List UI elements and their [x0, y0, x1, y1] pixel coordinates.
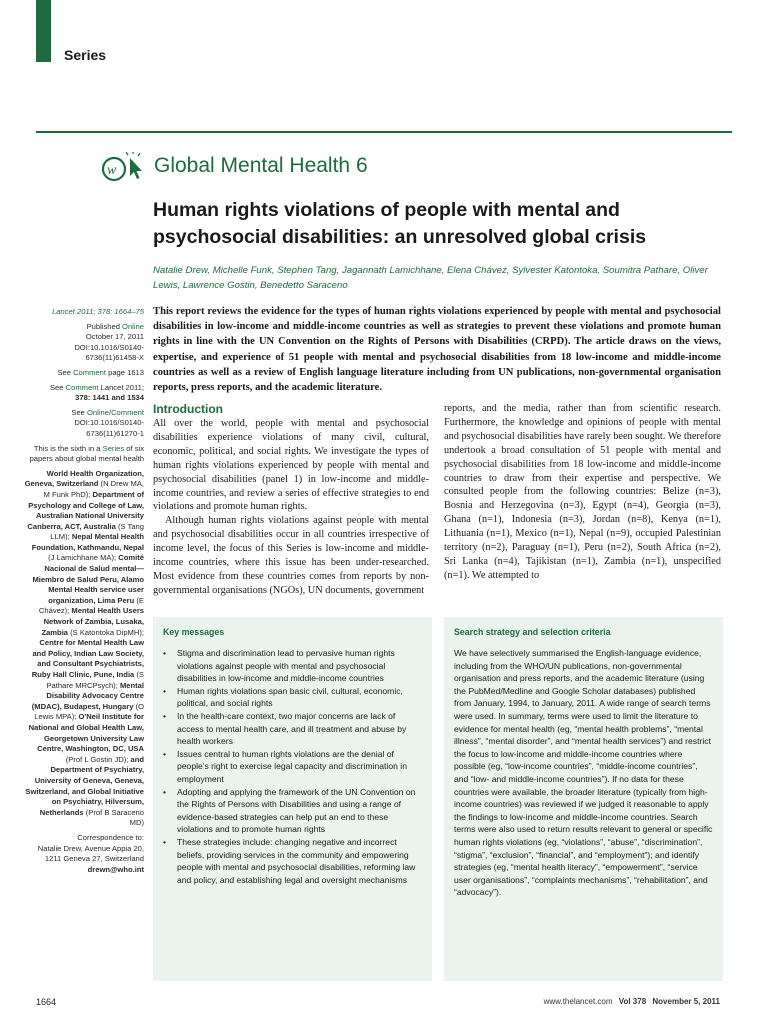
- abstract: This report reviews the evidence for the types of human rights violations experienced by people with mental and psychosocial disabilities in low-income and middle-income countries as well as strategies to prevent these violations and promote human rights in line with the UN Convention on the Rights of Persons with Disabilities (CRPD). The article draws on the views, expertise, and experience of 51 people with mental and psychosocial disabilities from 18 low-income and middle-income countries as well as a review of English language literature including from UN publications, non-governmental organisation reports, press reports, and the academic literature.: [153, 306, 721, 394]
- series-link[interactable]: Series: [102, 443, 125, 453]
- intro-paragraph-3: reports, and the media, rather than from scientific research. Furthermore, the knowledge and opinions of people with mental and psychosocial disabilities have rarely been sought. We therefore undertook a broad consultation of 51 people with mental and psychosocial disabilities from 18 low-income and middle-income countries to draw from their expertise and perspective. We consulted people from the following countries: Belize (n=3), Bosnia and Herzegovina (n=3), Egypt (n=4), Georgia (n=3), Ghana (n=1), Indonesia (n=3), Jordan (n=8), Kenya (n=1), Lithuania (n=1), Mexico (n=1), Nepal (n=9), occupied Palestinian territory (n=2), Paraguay (n=1), Peru (n=2), South Africa (n=2), Sri Lanka (n=4), Tajikistan (n=1), Zambia (n=1), unspecified (n=1). We attempted to: [444, 403, 721, 581]
- list-item: • Issues central to human rights violations are the denial of people's right to exercise legal capacity and discrimination in employment: [163, 748, 422, 786]
- intro-paragraph-1: All over the world, people with mental and psychosocial disabilities experience violations of many civil, cultural, economic, political, and social rights. We investigate the types of human rights violations experienced by people with mental and psychosocial disabilities (panel 1) in low-income and middle-income countries, and review a series of effective strategies to end violations and promote human rights.: [153, 418, 429, 513]
- intro-paragraph-2: Although human rights violations against people with mental and psychosocial disabilities occur in all countries irrespective of income level, the focus of this Series is low-income and middle-income countries, where this issue has been under-researched. Most evidence from these countries comes from reports by non-governmental organisations (NGOs), UN documents, government: [153, 515, 429, 596]
- key-messages-panel: [153, 617, 432, 981]
- series-title: Global Mental Health 6: [154, 154, 368, 177]
- svg-text:w: w: [107, 163, 117, 178]
- issue-date: November 5, 2011: [652, 997, 720, 1006]
- article-title: Human rights violations of people with mental and psychosocial disabilities: an unresolved global crisis: [153, 199, 647, 248]
- comment-link-1[interactable]: Comment: [73, 367, 106, 377]
- search-strategy-heading: Search strategy and selection criteria: [454, 627, 611, 637]
- series-note: This is the sixth in a Series of six papers about global mental health: [29, 443, 144, 464]
- see-online-comment: See Online/Comment DOI:10.1016/S0140- 6736(11)61270-1: [71, 407, 144, 438]
- page-number: 1664: [36, 997, 57, 1007]
- email-link[interactable]: drewn@who.int: [87, 864, 144, 874]
- list-item: • These strategies include: changing negative and incorrect beliefs, providing services in the community and empowering people with mental and psychosocial disabilities, reforming law and policy, and establishing legal and oversight mechanisms: [163, 836, 422, 886]
- publication-info: Published Online October 17, 2011 DOI:10.1016/S0140- 6736(11)61458-X: [74, 321, 144, 363]
- author-list: Natalie Drew, Michelle Funk, Stephen Tang, Jagannath Lamichhane, Elena Chávez, Sylvester Katontoka, Soumitra Pathare, Oliver Lewis, Lawrence Gostin, Benedetto Saraceno: [153, 265, 708, 291]
- lancet-online-logo-icon: [100, 152, 146, 184]
- online-link[interactable]: Online: [122, 321, 144, 331]
- affiliations: World Health Organization, Geneva, Switzerland (N Drew MA, M Funk PhD); Department of Psychology and College of Law, Australian National University Canberra, ACT, Australia (S Tang LLM); Nepal Mental Health Foundation, Kathmandu, Nepal (J Lamichhane MA); Comité Nacional de Salud mental—Miembro de Salud Peru, Alamo Mental Health service user organization, Lima Peru (E Chávez); Mental Health Users Network of Zambia, Lusaka, Zambia (S Katontoka DipMH); Centre for Mental Health Law and Policy, Indian Law Society, and Consultant Psychiatrists, Ruby Hall Clinic, Pune, India (S Pathare MRCPsych); Mental Disability Advocacy Centre (MDAC), Budapest, Hungary (O Lewis MPA); O'Neil Institute for National and Global Health Law, Georgetown University Law Centre, Washington, DC, USA (Prof L Gostin JD); and Department of Psychiatry, University of Geneva, Geneva, Switzerland, and Global Initiative on Psychiatry, Hilversum, Netherlands (Prof B Saraceno MD): [24, 468, 144, 828]
- volume: Vol 378: [618, 997, 647, 1006]
- intro-column-right: [444, 402, 721, 583]
- intro-heading: Introduction: [153, 402, 223, 416]
- list-item: • Human rights violations span basic civil, cultural, economic, political, and social rights: [163, 685, 422, 710]
- key-messages-list: [163, 647, 422, 886]
- footer: [544, 997, 720, 1006]
- series-color-bar: [36, 0, 51, 62]
- search-strategy-text: We have selectively summarised the English-language evidence, including from the WHO/UN publications, non-governmental organisation and press reports, and the academic literature (using the PubMed/Medline and Google Scholar databases) published from January, 1994, to January, 2011. A wide range of search terms were used. In summary, terms were used to limit the literature to evidence for mental health (eg, “mental health problems”, “mental illness”, “mental disorder”, and “mental health services”) and restrict the focus to low-income and middle-income countries where possible (eg, “low-income countries”, “middle-income countries”, and “low- and middle-income countries”). If no data for these countries were available, the broader literature (typically from high-income countries) was reviewed if we judged it reasonable to apply the findings to low-income and middle-income countries. Search terms were also used to return results relevant to general or specific human rights violations (eg, “violations”, “abuse”, “discrimination”, “stigma”, “exclusion”, “financial”, and “employment”); and identify strategies (eg, “mental health literacy”, “empowerment”, “service user organisations”, “complaints mechanisms”, “rehabilitation”, and “advocacy”).: [454, 648, 713, 898]
- key-messages-heading: Key messages: [163, 627, 225, 637]
- intro-column-left: [153, 402, 429, 598]
- see-comment-2: See Comment Lancet 2011; 378: 1441 and 1534: [49, 382, 144, 403]
- list-item: • Stigma and discrimination lead to pervasive human rights violations against people with mental and psychosocial disabilities in low-income and middle-income countries: [163, 647, 422, 685]
- list-item: • In the health-care context, two major concerns are lack of access to mental health care, and ill treatment and abuse by health workers: [163, 710, 422, 748]
- list-item: • Adopting and applying the framework of the UN Convention on the Rights of Persons with Disabilities and using a range of evidence-based strategies can help put an end to these violations and to promote human rights: [163, 786, 422, 836]
- citation: Lancet 2011; 378: 1664–75: [52, 307, 144, 316]
- see-comment-1: See Comment page 1613: [57, 367, 144, 377]
- online-comment-link[interactable]: Online/Comment: [87, 407, 144, 417]
- series-label: Series: [64, 47, 107, 63]
- correspondence: Correspondence to: Natalie Drew, Avenue Appia 20, 1211 Geneva 27, Switzerland drewn@who.int: [37, 832, 144, 874]
- comment-link-2[interactable]: Comment: [65, 382, 99, 392]
- header-rule: [36, 131, 732, 133]
- margin-notes: [24, 307, 144, 879]
- search-strategy-panel: [444, 617, 723, 981]
- site-link[interactable]: www.thelancet.com: [543, 997, 613, 1006]
